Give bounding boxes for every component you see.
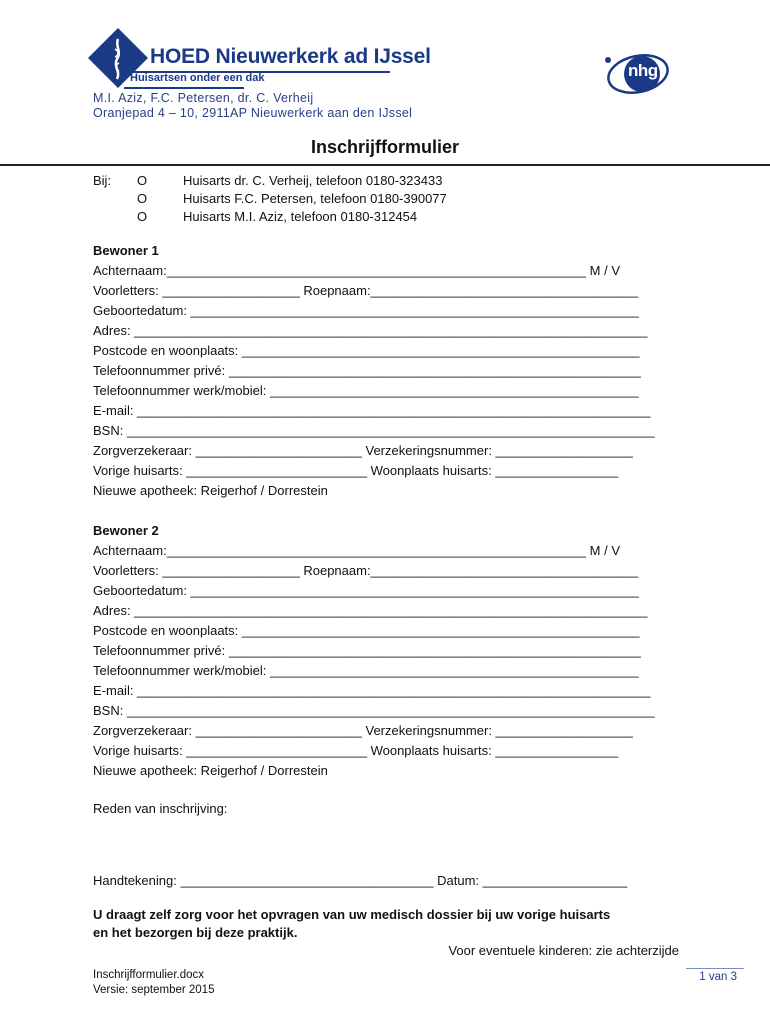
field-telefoon-prive[interactable]: Telefoonnummer privé: _________________________________________________________ (93, 643, 641, 658)
nhg-logo-text: nhg (628, 61, 658, 80)
field-adres[interactable]: Adres: _______________________________________________________________________ (93, 603, 648, 618)
field-telefoon-werk[interactable]: Telefoonnummer werk/mobiel: ___________________________________________________ (93, 663, 639, 678)
page-title: Inschrijfformulier (310, 137, 460, 157)
children-note: Voor eventuele kinderen: zie achterzijde (448, 943, 679, 958)
doctors-line: M.I. Aziz, F.C. Petersen, dr. C. Verheij (93, 91, 314, 105)
logo-subtitle: Huisartsen onder een dak (130, 72, 265, 84)
field-apotheek: Nieuwe apotheek: Reigerhof / Dorrestein (93, 763, 328, 778)
reden-inschrijving[interactable]: Reden van inschrijving: (93, 801, 228, 816)
doctor-option-marker[interactable]: O (137, 173, 148, 188)
field-postcode-woonplaats[interactable]: Postcode en woonplaats: _______________________________________________________ (93, 343, 640, 358)
field-vorige-huisarts[interactable]: Vorige huisarts: _________________________ Woonplaats huisarts: _________________ (93, 463, 619, 478)
footer-version: Versie: september 2015 (93, 984, 215, 996)
bij-label: Bij: (93, 173, 112, 188)
field-postcode-woonplaats[interactable]: Postcode en woonplaats: _______________________________________________________ (93, 623, 640, 638)
footer-filename: Inschrijfformulier.docx (93, 969, 204, 981)
field-geboortedatum[interactable]: Geboortedatum: ______________________________________________________________ (93, 303, 639, 318)
field-zorgverzekeraar[interactable]: Zorgverzekeraar: _______________________ Verzekeringsnummer: ___________________ (93, 723, 633, 738)
field-zorgverzekeraar[interactable]: Zorgverzekeraar: _______________________ Verzekeringsnummer: ___________________ (93, 443, 633, 458)
doctor-option-marker[interactable]: O (137, 209, 148, 224)
footer-rule (686, 968, 744, 969)
field-telefoon-prive[interactable]: Telefoonnummer privé: _________________________________________________________ (93, 363, 641, 378)
nhg-logo (598, 44, 680, 100)
doctor-option-text: Huisarts dr. C. Verheij, telefoon 0180-323433 (183, 173, 443, 188)
logo-underline-2 (124, 87, 244, 89)
field-voorletters[interactable]: Voorletters: ___________________ Roepnaam:_____________________________________ (93, 283, 639, 298)
field-apotheek: Nieuwe apotheek: Reigerhof / Dorrestein (93, 483, 328, 498)
field-geboortedatum[interactable]: Geboortedatum: ______________________________________________________________ (93, 583, 639, 598)
field-email[interactable]: E-mail: _______________________________________________________________________ (93, 683, 651, 698)
bewoner2-heading: Bewoner 2 (93, 523, 159, 538)
field-bsn[interactable]: BSN: _________________________________________________________________________ (93, 423, 655, 438)
field-email[interactable]: E-mail: _______________________________________________________________________ (93, 403, 651, 418)
field-voorletters[interactable]: Voorletters: ___________________ Roepnaam:_____________________________________ (93, 563, 639, 578)
doctor-option-text: Huisarts F.C. Petersen, telefoon 0180-390077 (183, 191, 447, 206)
logo-title: HOED Nieuwerkerk ad IJssel (150, 45, 431, 68)
field-bsn[interactable]: BSN: _________________________________________________________________________ (93, 703, 655, 718)
title-rule (0, 164, 770, 166)
field-adres[interactable]: Adres: _______________________________________________________________________ (93, 323, 648, 338)
dossier-notice-line-1: U draagt zelf zorg voor het opvragen van uw medisch dossier bij uw vorige huisarts (93, 907, 611, 922)
signature-date-line[interactable]: Handtekening: ___________________________________ Datum: ____________________ (93, 873, 628, 888)
doctor-option-text: Huisarts M.I. Aziz, telefoon 0180-312454 (183, 209, 418, 224)
field-achternaam[interactable]: Achternaam:__________________________________________________________ M / V (93, 543, 620, 558)
practice-logo (88, 27, 431, 95)
field-achternaam[interactable]: Achternaam:__________________________________________________________ M / V (93, 263, 620, 278)
doctor-option-marker[interactable]: O (137, 191, 148, 206)
field-telefoon-werk[interactable]: Telefoonnummer werk/mobiel: ___________________________________________________ (93, 383, 639, 398)
page-number: 1 van 3 (699, 971, 737, 983)
dossier-notice-line-2: en het bezorgen bij deze praktijk. (93, 925, 298, 940)
bewoner1-heading: Bewoner 1 (93, 243, 159, 258)
address-line: Oranjepad 4 – 10, 2911AP Nieuwerkerk aan den IJssel (93, 106, 413, 120)
field-vorige-huisarts[interactable]: Vorige huisarts: _________________________ Woonplaats huisarts: _________________ (93, 743, 619, 758)
